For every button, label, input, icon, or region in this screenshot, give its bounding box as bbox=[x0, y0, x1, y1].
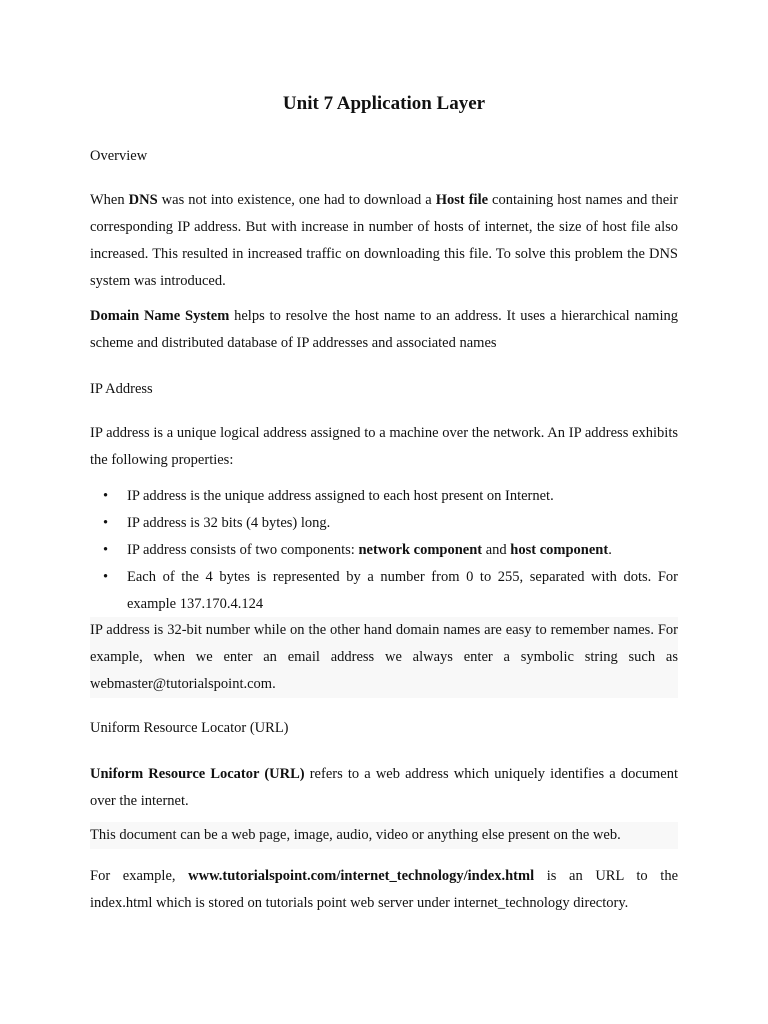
url-document-paragraph: This document can be a web page, image, audio, video or anything else present on the web. bbox=[90, 822, 678, 849]
url-term: Uniform Resource Locator (URL) bbox=[90, 766, 305, 782]
url-example-paragraph bbox=[90, 863, 678, 917]
dns-term: DNS bbox=[128, 192, 158, 208]
bullet-marker: • bbox=[103, 542, 109, 558]
list-item-text: and bbox=[482, 542, 511, 558]
example-url: www.tutorialspoint.com/internet_technology/index.html bbox=[188, 868, 535, 884]
url-heading: Uniform Resource Locator (URL) bbox=[90, 720, 289, 736]
dns-paragraph bbox=[90, 187, 678, 295]
bullet-marker: • bbox=[103, 515, 109, 531]
network-component-term: network component bbox=[358, 542, 483, 558]
dns-paragraph-text: containing host names and their corresponding IP address. But with increase in number of hosts of internet, the size of host file also increased. This resulted in increased traffic on downloading this file. To solve this problem the DNS system was introduced. bbox=[90, 192, 678, 289]
list-item bbox=[90, 510, 678, 537]
url-example-text: For example, bbox=[90, 868, 189, 884]
list-item-text: IP address consists of two components: bbox=[127, 542, 359, 558]
ip-address-paragraph: IP address is a unique logical address assigned to a machine over the network. An IP address exhibits the following properties: bbox=[90, 425, 678, 468]
ip-address-heading: IP Address bbox=[90, 381, 153, 397]
list-item bbox=[90, 537, 678, 564]
domain-name-system-paragraph bbox=[90, 303, 678, 357]
list-item-text: IP address is the unique address assigned to each host present on Internet. bbox=[127, 488, 554, 504]
url-example-text: is an URL to the index.html which is stored on tutorials point web server under internet_technology directory. bbox=[90, 868, 679, 911]
bullet-marker: • bbox=[103, 569, 109, 585]
host-component-term: host component bbox=[510, 542, 609, 558]
domain-name-system-text: helps to resolve the host name to an address. It uses a hierarchical naming scheme and distributed database of IP addresses and associated names bbox=[90, 308, 678, 351]
list-item-text: . bbox=[608, 542, 612, 558]
bullet-marker: • bbox=[103, 488, 109, 504]
list-item bbox=[90, 564, 678, 618]
list-item-text: Each of the 4 bytes is represented by a number from 0 to 255, separated with dots. For example 137.170.4.124 bbox=[127, 569, 678, 612]
dns-paragraph-text: When bbox=[90, 192, 129, 208]
list-item-text: IP address is 32 bits (4 bytes) long. bbox=[127, 515, 331, 531]
domain-names-paragraph: IP address is 32-bit number while on the other hand domain names are easy to remember names. For example, when we enter an email address we always enter a symbolic string such as webmaster@tutorialspoint.com. bbox=[90, 617, 678, 698]
url-definition-paragraph bbox=[90, 761, 678, 815]
dns-paragraph-text: was not into existence, one had to download a bbox=[157, 192, 436, 208]
list-item bbox=[90, 483, 678, 510]
domain-name-system-term: Domain Name System bbox=[90, 308, 230, 324]
host-file-term: Host file bbox=[435, 192, 489, 208]
ip-properties-list bbox=[90, 483, 678, 618]
page-title: Unit 7 Application Layer bbox=[282, 93, 486, 114]
overview-heading: Overview bbox=[90, 148, 148, 164]
url-definition-text: refers to a web address which uniquely identifies a document over the internet. bbox=[90, 766, 678, 809]
